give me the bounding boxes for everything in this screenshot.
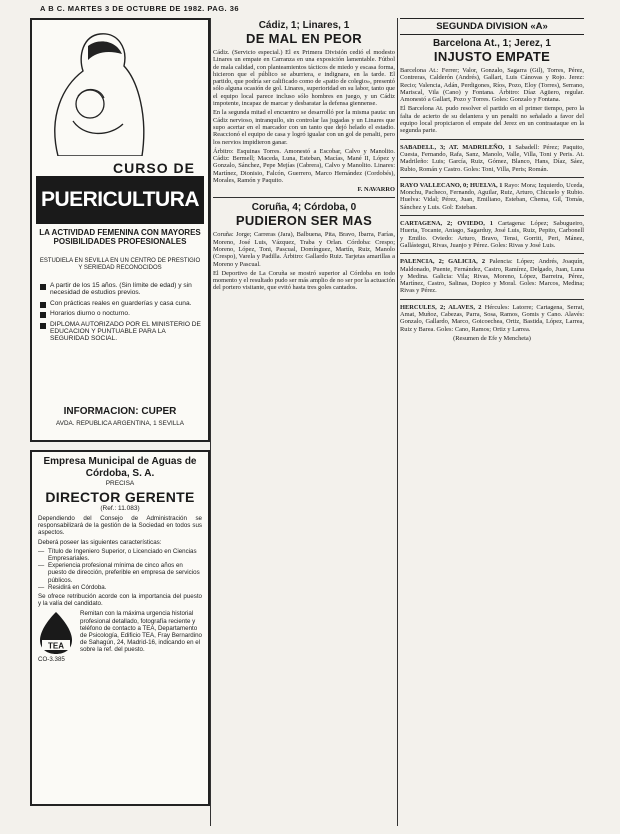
corunia-subhead: Coruña, 4; Córdoba, 0 (251, 202, 357, 214)
empresa-code: CO-3.385 (38, 656, 65, 664)
mother-child-illustration (38, 26, 158, 156)
ads-column (30, 18, 210, 806)
result-divider (400, 177, 584, 178)
result-item (400, 304, 584, 333)
result-title: SABADELL, 3; AT. MADRILEÑO, 1 (400, 143, 512, 151)
result-title: CARTAGENA, 2; OVIEDO, 1 (400, 220, 493, 228)
ad-feature-item: A partir de los 15 años. (Sin límite de edad) y sin necesidad de estudios previos. (38, 282, 202, 297)
cadiz-subhead: Cádiz, 1; Linares, 1 (258, 20, 350, 31)
tea-logo-text: TEA (48, 641, 64, 651)
cadiz-paragraph: Cádiz. (Servicio especial.) El ex Primera División cedió el modesto Linares un empate en Carranza en una exposición lamentable. Fútbol de mala calidad, con planteamientos tácticos de miedo y escasa forma, hicieron que el público se aburriera, e indignara, en la tarde. El partido, que podría ser calificado como de «patio de colegio», presentó sólo alguna ocasión de gol. Linares, superioridad en su labor, tanto que el equipo local parece incluso sólo hombres en juego, y un Cádiz impotente, incapaz de marcar y desbaratar la defensa giennense. (213, 49, 395, 108)
articles-column (213, 18, 395, 294)
puericultura-ad (30, 18, 210, 442)
result-divider (400, 215, 584, 216)
tea-logo-icon (38, 610, 74, 656)
column-rule (397, 18, 398, 826)
result-text: Palencia: López; Andrés, Joaquín, Maldonado, Puente, Fernández, Castro, Ramírez, Delgado, Juan, Luna y Medina. Galicia: Vila; Rivas, Moreno, López, Barreira, Pérez, Martínez, Castro, Salinas, Dopico y Moral. Goles: Marcos, Medina; Rivas y Pérez. (400, 258, 584, 295)
result-divider (400, 253, 584, 254)
page-header: A B C. MARTES 3 DE OCTUBRE DE 1982. PAG. 36 (40, 4, 240, 13)
ad-subtext: ESTUDIELA EN SEVILLA EN UN CENTRO DE PRESTIGIO Y SERIEDAD RECONOCIDOS (39, 258, 201, 271)
ad-features (38, 282, 202, 346)
result-divider (400, 139, 584, 140)
requirement-item: — Residirá en Córdoba. (48, 584, 202, 591)
match-paragraph: Barcelona At.: Ferrer; Valor, Gonzalo, Sagarra (Gil), Torres, Pérez, Contreras, Calderón (Andrés), Gallart, Luis Cánovas y Rojo. Jerez: Recio; Valencia, Adán, Perdigones, Ríos, Pozo, Eloy (Torres), Serrano, Mariscal, Vila (Cano) y Fontana. Árbitro: Díaz Agüero, regular. Amonestó a Gallart, Pozo y Torres. Goles: Gonzalo y Fontana. (400, 67, 584, 104)
cadiz-headline: DE MAL EN PEOR (246, 31, 362, 46)
empresa-precisa: PRECISA (105, 480, 135, 487)
result-item (400, 182, 584, 211)
cadiz-paragraph: En la segunda mitad el encuentro se desarrolló por la misma pauta: un Cádiz nervioso, intranquilo, sin controlar las jugadas y un Linares que supo acertar en el marcador con un tanto que dejó helado el estadio. Reaccionó el equipo de casa y logró igualar con un gol de penalti, pero los nervios impidieron ganar. (213, 109, 395, 146)
result-title: HERCULES, 2; ALAVES, 2 (400, 303, 482, 311)
empresa-position: DIRECTOR GERENTE (45, 489, 195, 505)
corunia-paragraph: El Deportivo de La Coruña se mostró superior al Córdoba en todo momento y el resultado pudo ser más amplio de no ser por la actuación del portero visitante, que evitó hasta tres goles cantados. (213, 269, 395, 292)
credit: (Resumen de Efe y Mencheta) (453, 334, 531, 342)
corunia-paragraph: Coruña: Jorge; Carreras (Jara), Balbuena, Pita, Bravo, Ibarra, Farías, Moreno, José Luis, Vázquez, Traba y Orlan. Córdoba: Crespo; Moreno, López, Toni, Pascual, Domínguez, Martín, Ruiz, Manolo (Crespo), Varela y Padilla. Árbitro: Gallardo Ruiz. Tarjetas amarillas a Moreno y Pascual. (213, 231, 395, 268)
result-item (400, 258, 584, 294)
puericultura-title: PUERICULTURA (36, 176, 204, 224)
requirement-item: — Experiencia profesional mínima de cinco años en puesto de dirección, preferible en empresa de servicios públicos. (48, 562, 202, 584)
empresa-intro: Dependiendo del Consejo de Administración se responsabilizará de la gestión de la Sociedad en todos sus aspectos. (38, 515, 202, 537)
result-item (400, 220, 584, 249)
empresa-title: Empresa Municipal de Aguas de Córdoba, S. A. (43, 456, 197, 479)
ad-feature-item: Con prácticas reales en guarderías y casa cuna. (38, 300, 202, 307)
requirement-item: — Título de Ingeniero Superior, o Licenciado en Ciencias Empresariales. (48, 548, 202, 562)
result-title: RAYO VALLECANO, 0; HUELVA, 1 (400, 181, 503, 189)
segunda-column (400, 18, 584, 344)
ad-feature-item: DIPLOMA AUTORIZADO POR EL MINISTERIO DE EDUCACION Y PUNTUABLE PARA LA SEGURIDAD SOCIAL. (38, 321, 202, 343)
ad-feature-item: Horarios diurno o nocturno. (38, 310, 202, 317)
result-item (400, 144, 584, 173)
result-text: Cartagena: López; Sabugueiro, Huerta, Tocante, Aniago, Sagarduy, José Luis, Ruiz, Pepito, Carbonell y Emilio. Oviedo: Arturo, Bravo, Tensi, Gorriti, Peri, Mánez, Gallástegui, Rivas, Juanjo y Pérez. Goles: Rivas y José Luis. (400, 220, 584, 249)
empresa-contact: Remitan con la máxima urgencia historial profesional detallado, fotografía reciente y teléfono de contacto a TEA, Departamento de Psicología, Edificio TEA, Fray Bernardino de Sahagún, 24, Madrid-16, indicando en el sobre la ref. del puesto. (80, 610, 202, 654)
ad-tagline: LA ACTIVIDAD FEMENINA CON MAYORES POSIBILIDADES PROFESIONALES (39, 228, 201, 246)
result-title: PALENCIA, 2; GALICIA, 2 (400, 258, 486, 266)
cadiz-signature: F. NAVARRO (357, 186, 395, 194)
ad-address: AVDA. REPUBLICA ARGENTINA, 1 SEVILLA (56, 420, 184, 427)
empresa-offer: Se ofrece retribución acorde con la importancia del puesto y la valía del candidato. (38, 593, 202, 608)
result-divider (400, 299, 584, 300)
result-text: Sabadell: Pérez; Paquito, Cuesta, Fernando, Rafa, Sanz, Manolo, Valle, Villa, Toni y Peris. At. Madrileño: Luis; García, Ruiz, Gómez, Blanco, Hans, Díaz, Sáez, Rubio, Román y Castro. Goles: Toni, Villa, Peris; Román. (400, 143, 584, 173)
empresa-requirements (38, 548, 202, 591)
cadiz-paragraph: Árbitro: Esquinas Torres. Amonestó a Escobar, Calvo y Manolito. Cádiz: Bermell; Maceda, Luna, Esteban, Macías, Mané II, López y Gonzalo, Sánchez, Pepe Mejías (Cabrera), Calvo y Manolito. Linares: Martínez, Dionisio, Falcón, Guerrero, Marco Hernández (Cordobés), Morales, Ramón y Paquito. (213, 147, 395, 185)
result-text: Hércules: Latorre; Cartagena, Serrat, Amat, Muñoz, Cabezas, Parra, Sosa, Ramos, Gomis y Cano. Alavés: Gonzalo, Gallardo, Marco, Goicoechea, Ortiz, Bastida, López, Larrea, Ruiz y Barea. Goles: Cano, Ramos; Ortiz y Larrea. (400, 303, 584, 333)
empresa-req-intro: Deberá poseer las siguientes características: (38, 538, 162, 546)
result-text: Rayo: Mora; Izquierdo, Uceda, Monchu, Pacheco, Fernando, Aguilar, Ruiz, Arturo, Chicuelo y Rubio. Huelva: Vidal; Pérez, Juan, Emiliano, Esteban, Chema, Gil, Tomás, Sánchez y Luis. Gol: Esteban. (400, 181, 584, 211)
empresa-contact-block (38, 610, 202, 656)
match-subhead: Barcelona At., 1; Jerez, 1 (432, 38, 551, 49)
empresa-ad (30, 450, 210, 806)
ad-info: INFORMACION: CUPER (63, 406, 177, 417)
section-label: SEGUNDA DIVISION «A» (400, 18, 584, 35)
article-divider (213, 197, 395, 198)
match-headline: INJUSTO EMPATE (433, 49, 551, 64)
column-rule (210, 18, 211, 826)
empresa-ref: (Ref.: 11.083) (100, 505, 140, 512)
corunia-headline: PUDIERON SER MAS (235, 213, 373, 229)
curso-label: CURSO DE (113, 160, 195, 176)
match-paragraph: El Barcelona At. pudo resolver el partido en el primer tiempo, pero la falta de acierto de su delantera y un penalti no señalado a favor del equipo local propiciaron el empate del Jerez en un contraataque en la segunda parte. (400, 105, 584, 135)
